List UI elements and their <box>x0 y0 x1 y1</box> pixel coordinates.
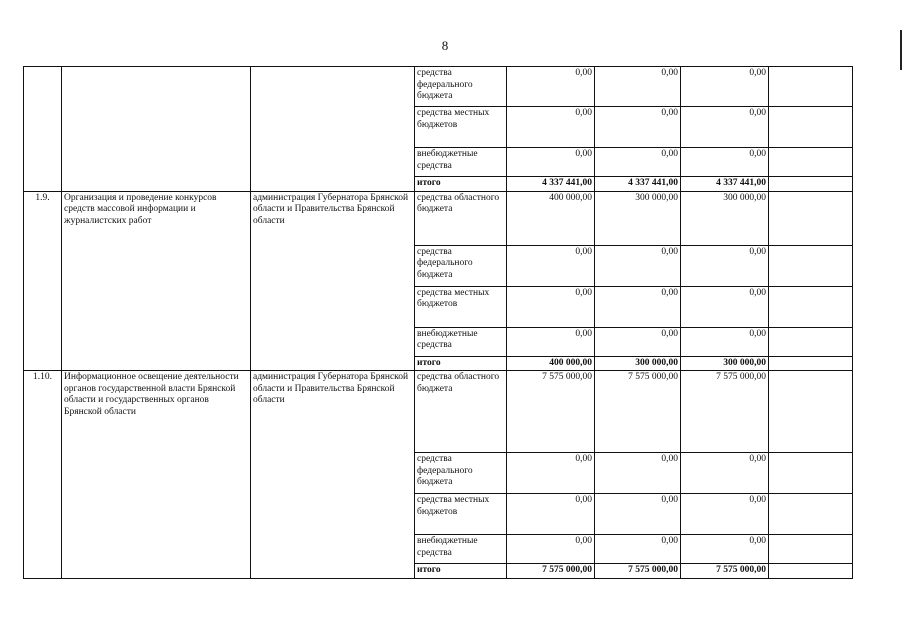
empty-cell <box>769 191 853 245</box>
empty-cell <box>769 494 853 535</box>
funding-source: средства федерального бюджета <box>415 245 507 286</box>
item-name: Информационное освещение деятельности органов государственной власти Брянской области и государственных органов Брянской области <box>62 371 251 579</box>
amount-year-1: 400 000,00 <box>507 356 595 371</box>
amount-year-2: 0,00 <box>595 453 681 494</box>
funding-source: средства областного бюджета <box>415 371 507 453</box>
funding-source: внебюджетные средства <box>415 327 507 356</box>
amount-year-1: 7 575 000,00 <box>507 564 595 579</box>
amount-year-1: 0,00 <box>507 453 595 494</box>
empty-cell <box>769 177 853 192</box>
amount-year-2: 0,00 <box>595 535 681 564</box>
amount-year-1: 0,00 <box>507 494 595 535</box>
empty-cell <box>769 148 853 177</box>
table-row <box>24 371 853 453</box>
amount-year-1: 400 000,00 <box>507 191 595 245</box>
funding-source: внебюджетные средства <box>415 148 507 177</box>
empty-cell <box>769 453 853 494</box>
amount-year-2: 0,00 <box>595 245 681 286</box>
empty-cell <box>769 371 853 453</box>
amount-year-1: 4 337 441,00 <box>507 177 595 192</box>
funding-source: средства областного бюджета <box>415 191 507 245</box>
amount-year-3: 300 000,00 <box>681 191 769 245</box>
empty-cell <box>769 564 853 579</box>
funding-source: итого <box>415 356 507 371</box>
empty-cell <box>769 535 853 564</box>
amount-year-3: 0,00 <box>681 286 769 327</box>
funding-source: средства федерального бюджета <box>415 67 507 107</box>
amount-year-1: 0,00 <box>507 107 595 148</box>
amount-year-2: 0,00 <box>595 327 681 356</box>
item-number: 1.9. <box>24 191 62 371</box>
amount-year-1: 0,00 <box>507 67 595 107</box>
empty-cell <box>769 286 853 327</box>
amount-year-3: 300 000,00 <box>681 356 769 371</box>
funding-source: средства местных бюджетов <box>415 494 507 535</box>
amount-year-2: 300 000,00 <box>595 191 681 245</box>
funding-source: средства местных бюджетов <box>415 286 507 327</box>
amount-year-1: 0,00 <box>507 286 595 327</box>
amount-year-2: 0,00 <box>595 148 681 177</box>
amount-year-1: 0,00 <box>507 535 595 564</box>
funding-source: средства федерального бюджета <box>415 453 507 494</box>
amount-year-1: 0,00 <box>507 327 595 356</box>
item-executor-cell <box>251 67 415 192</box>
empty-cell <box>769 67 853 107</box>
amount-year-2: 7 575 000,00 <box>595 564 681 579</box>
amount-year-2: 300 000,00 <box>595 356 681 371</box>
amount-year-2: 4 337 441,00 <box>595 177 681 192</box>
amount-year-1: 0,00 <box>507 148 595 177</box>
amount-year-3: 0,00 <box>681 535 769 564</box>
empty-cell <box>769 245 853 286</box>
funding-source: итого <box>415 564 507 579</box>
amount-year-3: 0,00 <box>681 494 769 535</box>
amount-year-2: 0,00 <box>595 286 681 327</box>
amount-year-3: 0,00 <box>681 327 769 356</box>
table-row <box>24 191 853 245</box>
scan-edge-mark <box>900 30 902 70</box>
amount-year-3: 0,00 <box>681 67 769 107</box>
amount-year-2: 7 575 000,00 <box>595 371 681 453</box>
empty-cell <box>769 107 853 148</box>
empty-cell <box>769 356 853 371</box>
amount-year-2: 0,00 <box>595 107 681 148</box>
table-row <box>24 67 853 107</box>
page-number: 8 <box>441 38 449 53</box>
item-number-cell <box>24 67 62 192</box>
empty-cell <box>769 327 853 356</box>
amount-year-1: 7 575 000,00 <box>507 371 595 453</box>
amount-year-3: 7 575 000,00 <box>681 371 769 453</box>
amount-year-2: 0,00 <box>595 67 681 107</box>
item-number: 1.10. <box>24 371 62 579</box>
item-name-cell <box>62 67 251 192</box>
funding-source: итого <box>415 177 507 192</box>
funding-source: внебюджетные средства <box>415 535 507 564</box>
funding-source: средства местных бюджетов <box>415 107 507 148</box>
amount-year-3: 0,00 <box>681 107 769 148</box>
amount-year-3: 4 337 441,00 <box>681 177 769 192</box>
amount-year-1: 0,00 <box>507 245 595 286</box>
amount-year-2: 0,00 <box>595 494 681 535</box>
item-name: Организация и проведение конкурсов средств массовой информации и журналистских работ <box>62 191 251 371</box>
budget-table <box>23 66 853 579</box>
amount-year-3: 7 575 000,00 <box>681 564 769 579</box>
item-executor: администрация Губернатора Брянской области и Правительства Брянской области <box>251 371 415 579</box>
amount-year-3: 0,00 <box>681 148 769 177</box>
amount-year-3: 0,00 <box>681 453 769 494</box>
amount-year-3: 0,00 <box>681 245 769 286</box>
item-executor: администрация Губернатора Брянской области и Правительства Брянской области <box>251 191 415 371</box>
